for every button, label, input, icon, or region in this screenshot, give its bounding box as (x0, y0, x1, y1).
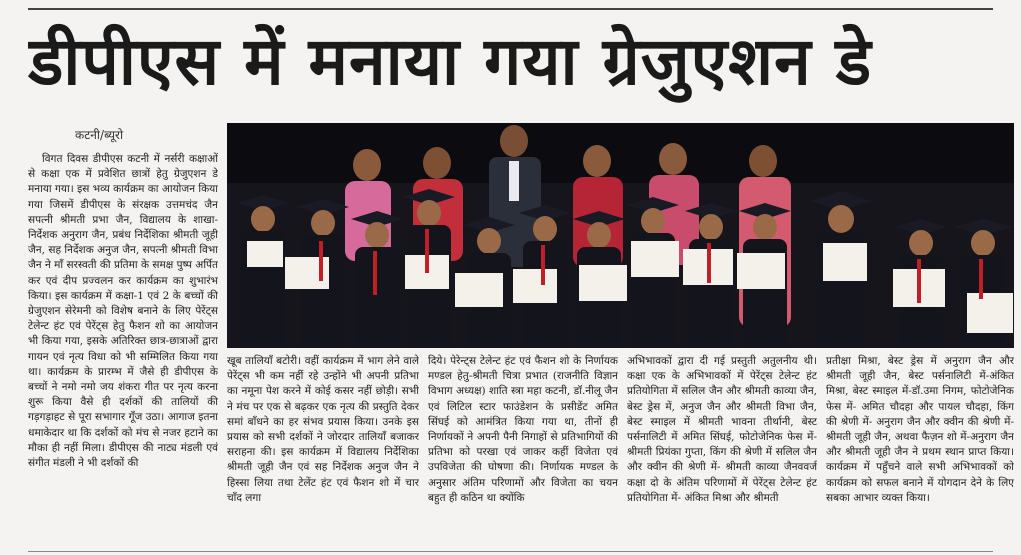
headline: डीपीएस में मनाया गया ग्रेजुएशन डे (28, 23, 873, 100)
news-photo (227, 123, 1014, 348)
article-column-2: खूब तालियाँ बटोरी। वहीं कार्यक्रम में भाग लेने वाले पेरेंट्स भी कम नहीं रहे उन्होंने भी अपनी प्रतिभा का नमूना पेश करने में कोई कसर नहीं छोड़ी। सभी ने मंच पर एक से बढ़कर एक नृत्य की प्रस्तुति देकर समां बाँधने का हर संभव प्रयास किया। उनके इस प्रयास को सभी दर्शकों ने जोरदार तालियाँ बजाकर सराहना की। इस कार्यक्रम में विद्यालय निर्देशिका श्रीमती जूही जैन एवं सह निर्देशक अनुज जैन ने हिस्सा लिया तथा टेलेंट हंट एवं फैशन शो में चार चाँद लगा (227, 355, 419, 504)
graduation-group-photo (227, 123, 1014, 348)
bottom-rule (28, 551, 993, 552)
article-column-4: अभिभावकों द्वारा दी गई प्रस्तुती अतुलनीय थी। कक्षा एक के अभिभावकों में पेरेंट्स टेलेन्ट हंट प्रतियोगिता में सलिल जैन और श्रीमती काव्या जैन, बेस्ट ड्रेस में, अनुज जैन और श्रीमती विभा जैन, बेस्ट स्माइल में श्रीमती भावना तीर्थानी, बेस्ट पर्सनालिटी में अमित सिंघई, फोटोजेनिक फेस में-श्रीमती प्रियंका गुप्ता, किंग की श्रेणी में सलिल जैन और क्वीन की श्रेणी में- श्रीमती काव्या जैनववर्ज कक्षा दो के अंतिम परिणामों में पेरेंट्स टेलेन्ट हंट प्रतियोगिता में- अंकित मिश्रा और श्रीमती (627, 355, 817, 504)
article-column-5: प्रतीक्षा मिश्रा, बेस्ट ड्रेस में अनुराग जैन और श्रीमती जूही जैन, बेस्ट पर्सनालिटी में-अंकित मिश्रा, बेस्ट स्माइल में-डॉ.उमा निगम, फोटोजेनिक फेस में- अमित चौदहा और पायल चौदहा, किंग की श्रेणी में- अनुराग जैन और क्वीन की श्रेणी में-श्रीमती जूही जैन, अथवा फैज़न शो में-अनुराग जैन और श्रीमती जूही जैन ने प्रथम स्थान प्राप्त किया। कार्यक्रम में पहुँचने वाले सभी अभिभावकों को कार्यक्रम को सफल बनाने में योगदान देने के लिए सबका आभार व्यक्त किया। (826, 355, 1014, 504)
article-column-1: विगत दिवस डीपीएस कटनी में नर्सरी कक्षाओं से कक्षा एक में प्रवेशित छात्रों हेतु ग्रेजुएशन डे मनाया गया। इस भव्य कार्यक्रम का आयोजन किया गया जिसमें डीपीएस के संरक्षक उत्तमचंद जैन सपत्नी श्रीमती प्रभा जैन, विद्यालय के शाखा-निर्देशक अनुराग जैन, प्रबंध निर्देशिका श्रीमती जूही जैन, सह निर्देशक अनुज जैन, सपत्नी श्रीमती विभा जैन ने माँ सरस्वती की प्रतिमा के समक्ष पुष्प अर्पित कर एवं दीप प्रज्वलन कर कार्यक्रम का शुभारंभ किया। इस कार्यक्रम में कक्षा-1 एवं 2 के बच्चों की ग्रेजुएशन सेरेमनी को विशेष बनाने के लिए पेरेंट्स टेलेन्ट हंट एवं पेरेंट्स हेतु फैशन शो का आयोजन भी किया गया, इसके अतिरिक्त छात्र-छात्राओं द्वारा गायन एवं नृत्य विधा को भी सम्मिलित किया गया था। कार्यक्रम के प्रारम्भ में जैसे ही डीपीएस के बच्चों ने नमो नमो जय शंकरा गीत पर नृत्य करना शुरू किया वैसे ही दर्शकों की तालियों की गड़गड़ाहट से पूरा सभागार गूँज उठा। आगाज इतना धमाकेदार था कि दर्शकों को मंच से नजर हटाने का मौका ही नहीं मिला। डीपीएस की नाट्य मंडली एवं संगीत मंडली ने भी दर्शकों की (28, 153, 218, 470)
top-rule (28, 8, 993, 10)
article-column-3: दिये। पेरेन्ट्स टेलेन्ट हंट एवं फैशन शो के निर्णायक मण्डल हेतु-श्रीमती चित्रा प्रभात (राजनीति विज्ञान विभाग अध्यक्ष) शाति स्त्रा महा कटनी, डॉ.नीलू जैन एवं लिटिल स्टार फाउंडेशन के प्रसीडेंट अमित सिंघई को आमंत्रित किया गया था, तीनों ही निर्णायकों ने अपनी पैनी निगाहों से प्रतिभागियों की प्रतिभा को परखा एवं जाकर कहीं विजेता एवं उपविजेता की घोषणा की। निर्णायक मण्डल के अनुसार अंतिम परिणामों और विजेता का चयन बहुत ही कठिन था क्योंकि (428, 355, 618, 504)
byline: कटनी/ब्यूरो (75, 128, 124, 142)
